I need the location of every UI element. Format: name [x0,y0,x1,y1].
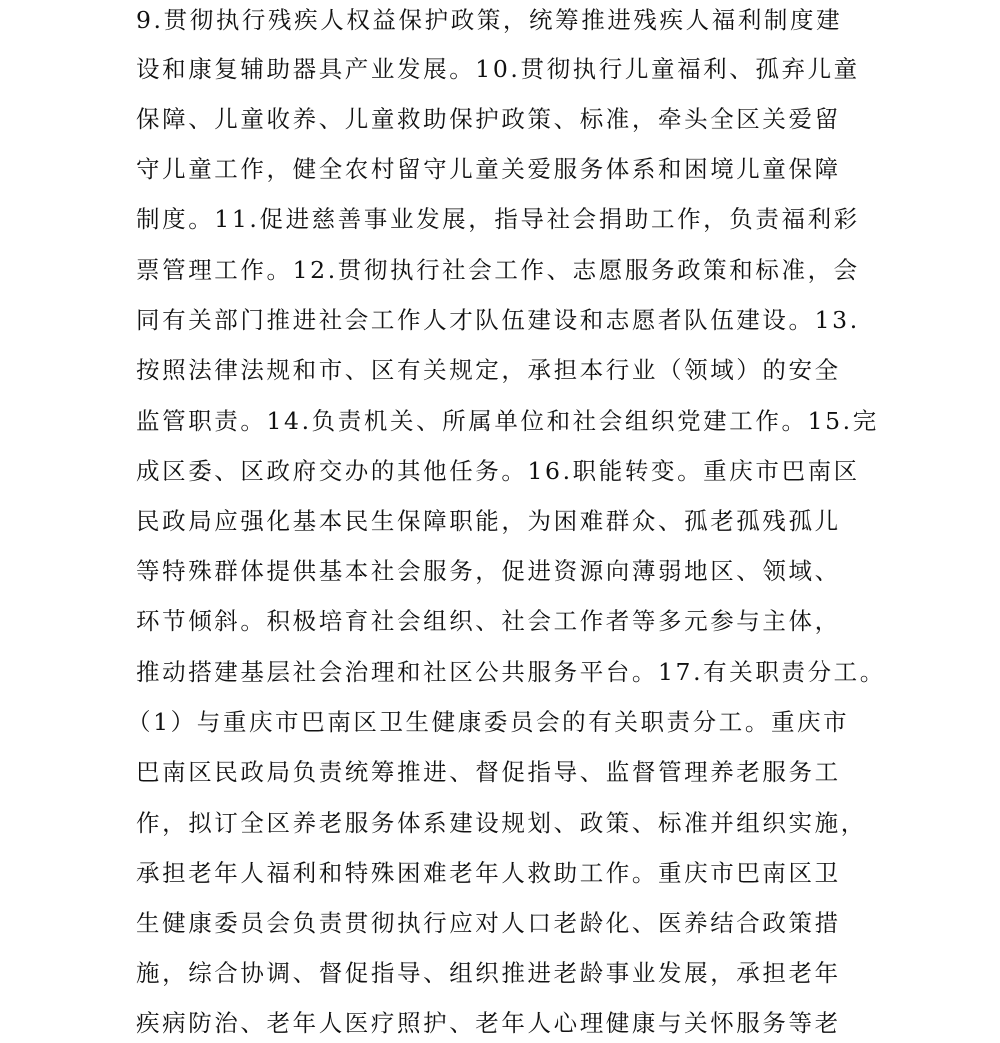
text-line: 守儿童工作，健全农村留守儿童关爱服务体系和困境儿童保障 [136,155,841,183]
text-line: 巴南区民政局负责统筹推进、督促指导、监督管理养老服务工 [136,758,841,786]
text-line: 生健康委员会负责贯彻执行应对人口老龄化、医养结合政策措 [136,909,841,937]
text-line: 民政局应强化基本民生保障职能，为困难群众、孤老孤残孤儿 [136,507,841,535]
text-line: 设和康复辅助器具产业发展。10.贯彻执行儿童福利、孤弃儿童 [136,55,860,83]
text-line: （1）与重庆市巴南区卫生健康委员会的有关职责分工。重庆市 [127,708,850,736]
text-line: 环节倾斜。积极培育社会组织、社会工作者等多元参与主体， [136,607,841,635]
text-line: 等特殊群体提供基本社会服务，促进资源向薄弱地区、领域、 [136,557,841,585]
text-line: 按照法律法规和市、区有关规定，承担本行业（领域）的安全 [136,356,841,384]
text-line: 制度。11.促进慈善事业发展，指导社会捐助工作，负责福利彩 [136,205,860,233]
text-line: 同有关部门推进社会工作人才队伍建设和志愿者队伍建设。13. [136,306,860,334]
text-line: 9.贯彻执行残疾人权益保护政策，统筹推进残疾人福利制度建 [136,6,843,34]
text-line: 推动搭建基层社会治理和社区公共服务平台。17.有关职责分工。 [136,658,886,686]
text-line: 票管理工作。12.贯彻执行社会工作、志愿服务政策和标准，会 [136,256,860,284]
text-line: 承担老年人福利和特殊困难老年人救助工作。重庆市巴南区卫 [136,859,841,887]
text-line: 监管职责。14.负责机关、所属单位和社会组织党建工作。15.完 [136,407,879,435]
text-line: 保障、儿童收养、儿童救助保护政策、标准，牵头全区关爱留 [136,105,841,133]
text-line: 施，综合协调、督促指导、组织推进老龄事业发展，承担老年 [136,959,841,987]
text-line: 成区委、区政府交办的其他任务。16.职能转变。重庆市巴南区 [136,457,860,485]
text-line: 疾病防治、老年人医疗照护、老年人心理健康与关怀服务等老 [136,1009,841,1037]
text-line: 作，拟订全区养老服务体系建设规划、政策、标准并组织实施， [136,809,867,837]
